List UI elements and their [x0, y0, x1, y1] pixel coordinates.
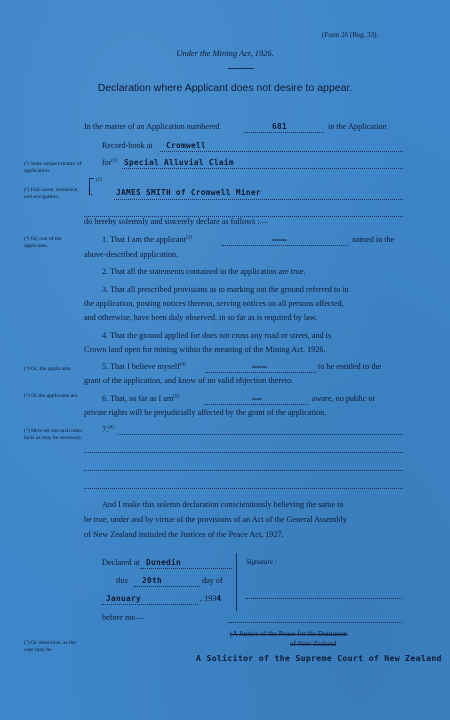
day-value: 20th — [142, 576, 162, 585]
para-6-a — [102, 394, 179, 403]
para-4-a: 4. That the ground applied for does not cross any road or street, and is — [102, 331, 332, 340]
para-3-c: and otherwise, have been duly observed, in so far as is required by law. — [84, 313, 318, 322]
declared-at-label: Declared at — [102, 558, 140, 567]
signature-line — [246, 598, 402, 599]
margin-note-2: (²) Full name, residence, and occupation. — [24, 187, 79, 200]
para-4-b: Crown land open for mining within the meaning of the Mining Act, 1926. — [84, 345, 326, 354]
record-book-line — [160, 151, 403, 152]
record-book-value: Cromwell — [166, 141, 206, 150]
form-number: (Form 26 (Reg. 33). — [322, 31, 379, 39]
para-5-fill: ——— — [252, 362, 267, 371]
para-6-line — [204, 404, 308, 405]
para-5-b: to be entitled to the — [318, 362, 382, 371]
subject-line — [122, 168, 403, 169]
declarant-value: JAMES SMITH of Cromwell Miner — [116, 188, 261, 197]
solemn-line-1: And I make this solemn declaration conscientiously believing the same to — [102, 500, 344, 509]
para-5-line — [206, 372, 316, 373]
para-7-line-4 — [84, 488, 403, 489]
margin-note-7: (⁷) Or otherwise, as the case may be. — [24, 640, 76, 653]
margin-note-5: (⁵) Or the applicants are. — [24, 393, 79, 399]
para-1-note-ref: (3) — [185, 235, 192, 241]
para-6-note-ref: (5) — [173, 394, 180, 400]
para-1-text: 1. That I am the applicant — [102, 235, 186, 244]
para-7-note-ref: (6) — [108, 425, 114, 431]
margin-note-6: (⁶) Here set out such other facts as may be necessary. — [24, 428, 83, 441]
application-number-line — [244, 132, 324, 133]
matter-suffix: in the Application — [328, 122, 387, 131]
act-heading: Under the Mining Act, 1926. — [176, 48, 274, 58]
title-divider — [228, 68, 254, 69]
month-line — [102, 604, 198, 605]
para-1-c: above-described application. — [84, 250, 179, 259]
year-digit: 4 — [216, 594, 222, 603]
solemn-line-2: be true, under and by virtue of the provisions of an Act of the General Assembly — [84, 515, 347, 524]
application-number: 681 — [272, 122, 287, 131]
jp-struck-line-2: of New Zealand — [290, 640, 337, 648]
document-title: Declaration where Applicant does not desire to appear. — [97, 82, 353, 94]
for-text: for — [102, 158, 112, 167]
declarant-note-ref: (2) — [96, 178, 102, 183]
signature-label: Signature : — [246, 558, 278, 566]
para-7 — [102, 425, 114, 434]
margin-note-3: (³) Or, one of the applicants. — [24, 236, 62, 249]
para-7-line-1 — [118, 434, 403, 435]
para-5-text: 5. That I believe myself — [102, 362, 180, 371]
para-3-b: the application, posting notices thereon, serving notices on all persons affected, — [84, 299, 344, 308]
place-line — [140, 568, 232, 569]
para-3-a: 3. That all prescribed provisions as to marking out the ground referred to in — [102, 285, 349, 294]
para-1-line — [222, 245, 348, 246]
para-5-c: grant of the application, and know of no valid objection thereto. — [84, 376, 294, 385]
para-6-text: 6. That, so far as I am — [102, 394, 174, 403]
day-of-label: day of — [202, 576, 223, 585]
para-2: 2. That all the statements contained in the application are true. — [102, 267, 306, 276]
para-1-a — [102, 235, 192, 244]
this-label: this — [116, 576, 128, 585]
margin-note-4: (⁴) Or, the applicants. — [24, 366, 72, 372]
for-label — [102, 158, 117, 167]
jp-signature-line — [228, 622, 402, 623]
para-1-b: named in the — [352, 235, 395, 244]
para-7-text: 7. — [102, 425, 109, 434]
para-5-note-ref: (4) — [179, 362, 186, 368]
before-me-label: before me— — [102, 613, 144, 622]
subject-value: Special Alluvial Claim — [124, 158, 234, 167]
declarant-i-label: I, — [88, 188, 93, 197]
year-prefix: , 193 — [200, 594, 217, 603]
intro-text: do hereby solemnly and sincerely declare as follows :— — [84, 217, 268, 226]
signing-divider — [236, 553, 237, 611]
for-note-ref: (1) — [111, 158, 118, 164]
para-7-line-2 — [84, 452, 403, 453]
month-value: January — [106, 594, 141, 603]
solicitor-stamp: A Solicitor of the Supreme Court of New Zealand — [196, 653, 442, 663]
para-5-a — [102, 362, 186, 371]
jp-struck-line-1: (A Justice of the Peace for the Dominion — [230, 630, 348, 638]
matter-prefix: In the matter of an Application numbered — [84, 122, 220, 131]
para-1-fill: ——— — [272, 235, 287, 244]
margin-note-1: (¹) State subject-matter of application. — [24, 161, 82, 174]
para-7-line-3 — [84, 470, 403, 471]
record-book-label: Record-book at — [102, 141, 153, 150]
para-6-c: private rights will be prejudicially affected by the grant of the application. — [84, 408, 327, 417]
para-6-fill: —— — [252, 394, 262, 403]
year-label — [200, 594, 221, 603]
declarant-line — [114, 199, 403, 200]
day-line — [134, 586, 200, 587]
place-value: Dunedin — [146, 558, 181, 567]
solemn-line-3: of New Zealand intituled the Justices of the Peace Act, 1927. — [84, 530, 284, 539]
para-6-b: aware, no public or — [312, 394, 376, 403]
